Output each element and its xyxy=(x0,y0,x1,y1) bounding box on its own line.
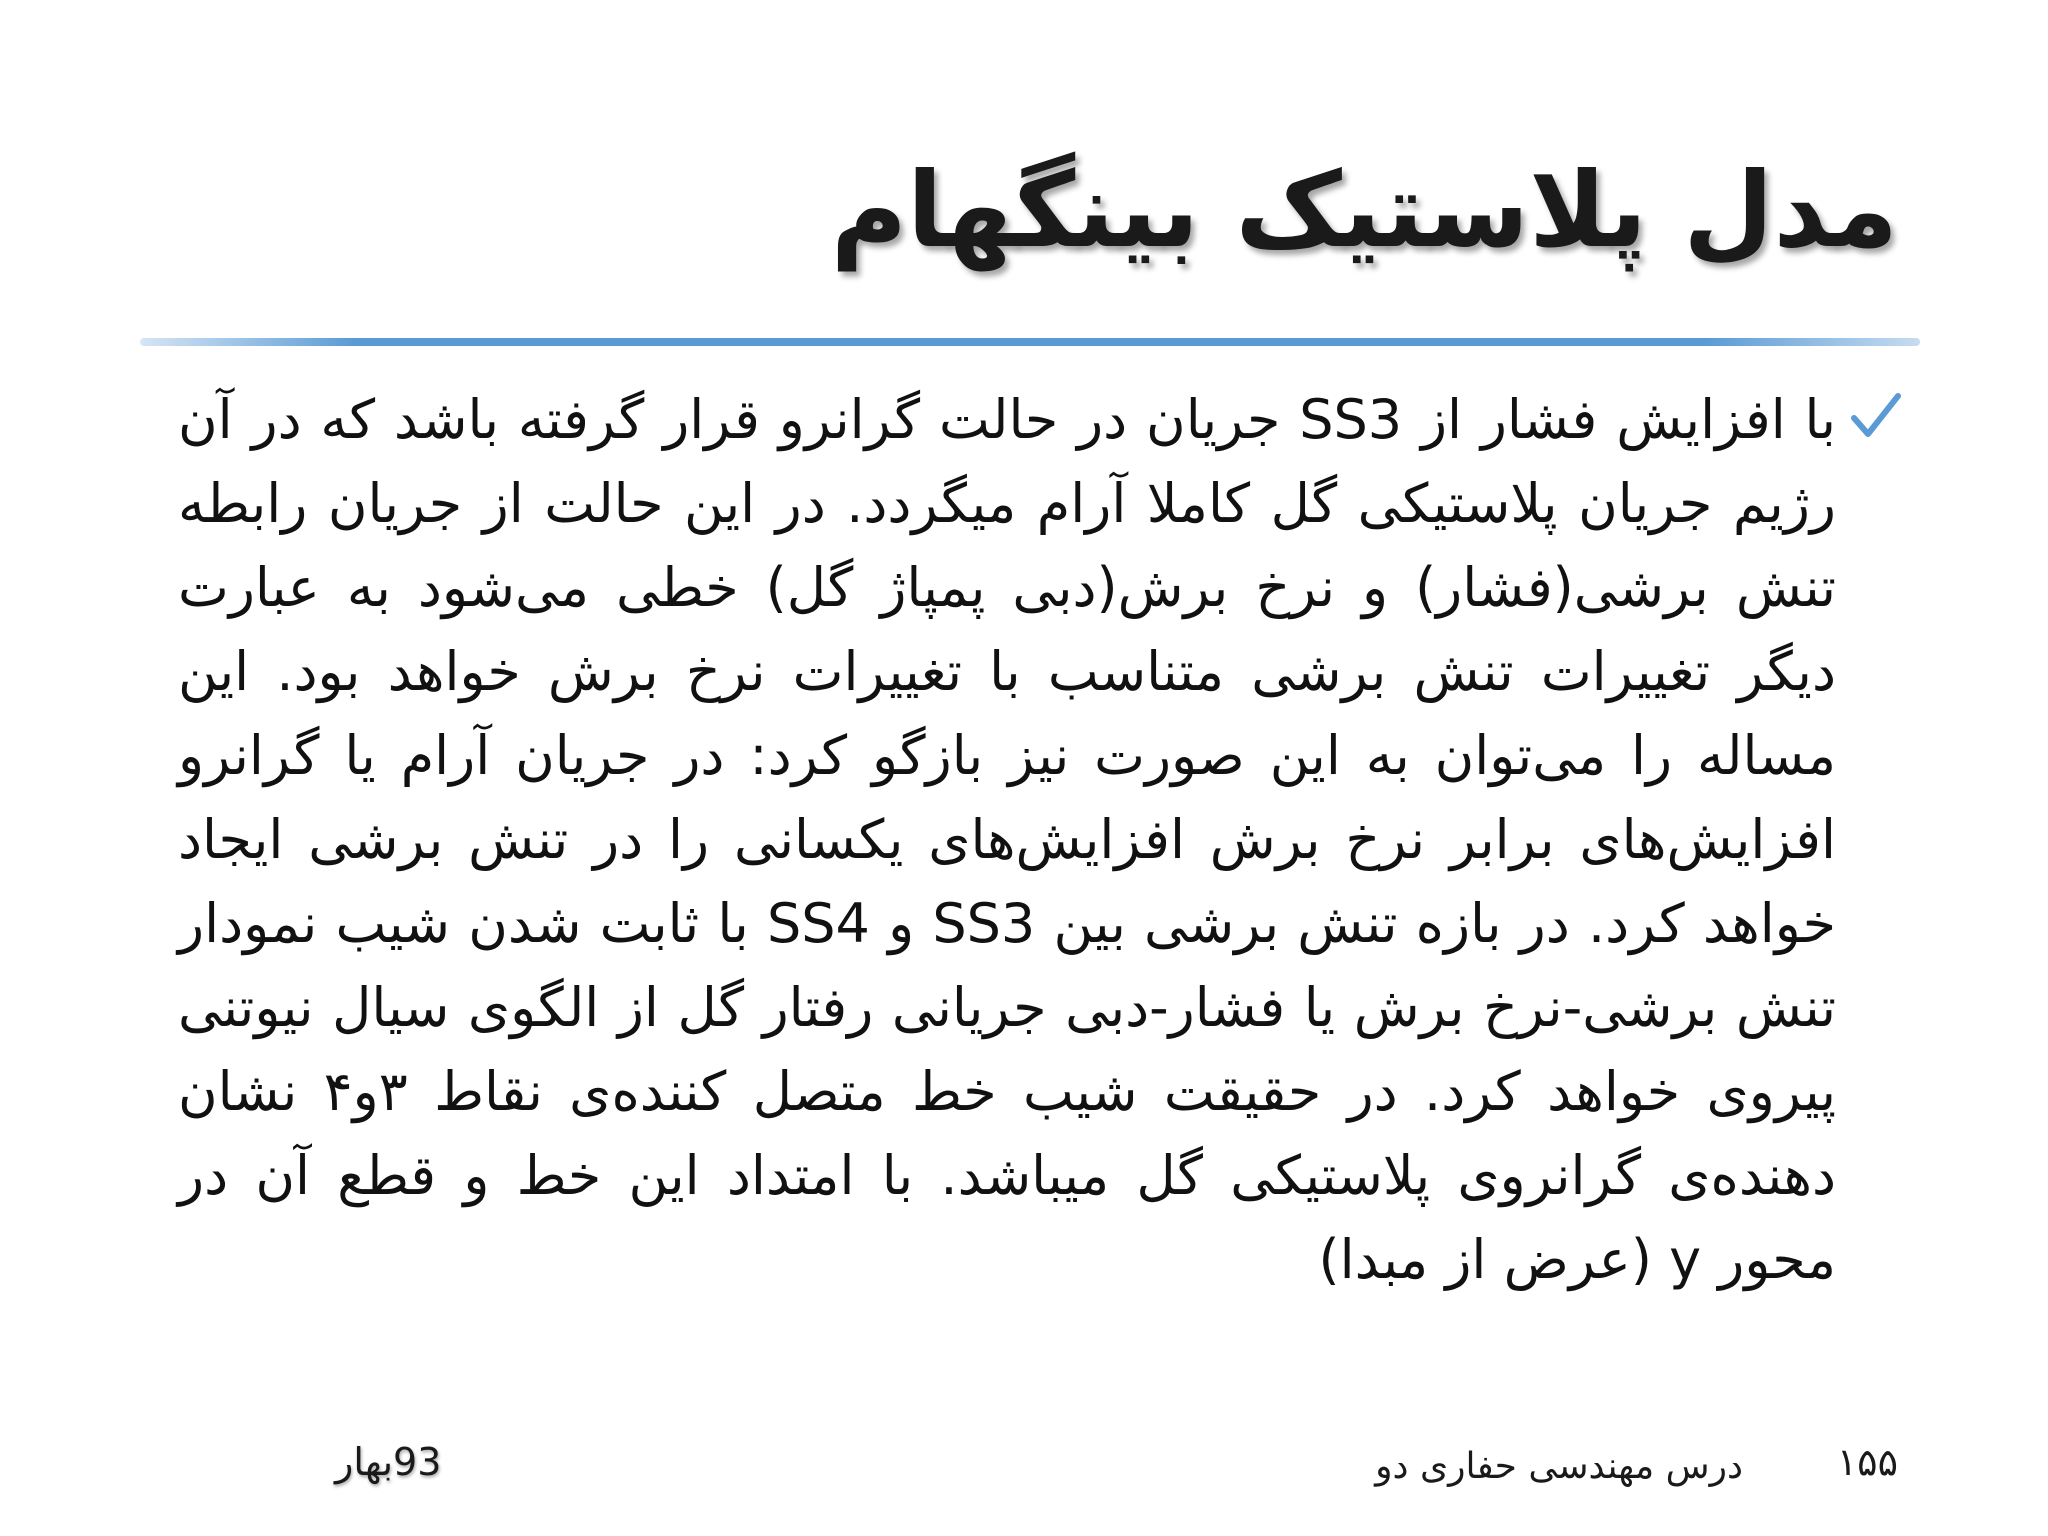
slide-title: مدل پلاستیک بینگهام xyxy=(830,149,1898,271)
footer-date: 93بهار xyxy=(335,1440,442,1484)
checkmark-icon xyxy=(1846,388,1906,448)
page-number: ۱۵۵ xyxy=(1836,1440,1898,1484)
title-divider xyxy=(140,338,1920,346)
bullet-item xyxy=(178,378,1898,1302)
bullet-text: با افزایش فشار از SS3 جریان در حالت گرانرو قرار گرفته باشد که در آن رژیم جریان پلاستیکی گل کاملا آرام میگردد. در این حالت از جریان رابطه تنش برشی(فشار) و نرخ برش(دبی پمپاژ گل) خطی می‌شود به عبارت دیگر تغییرات تنش برشی متناسب با تغییرات نرخ برش خواهد بود. این مساله را می‌توان به این صورت نیز بازگو کرد: در جریان آرام یا گرانرو افزایش‌های برابر نرخ برش افزایش‌های یکسانی را در تنش برشی ایجاد خواهد کرد. در بازه تنش برشی بین SS3 و SS4 با ثابت شدن شیب نمودار تنش برشی-نرخ برش یا فشار-دبی جریانی رفتار گل از الگوی سیال نیوتنی پیروی خواهد کرد. در حقیقت شیب خط متصل کننده‌ی نقاط ۳و۴ نشان دهنده‌ی گرانروی پلاستیکی گل میباشد. با امتداد این خط و قطع آن در محور y (عرض از مبدا) xyxy=(178,388,1836,1291)
slide-content xyxy=(178,378,1898,1302)
footer-course-name: درس مهندسی حفاری دو xyxy=(1375,1446,1743,1487)
